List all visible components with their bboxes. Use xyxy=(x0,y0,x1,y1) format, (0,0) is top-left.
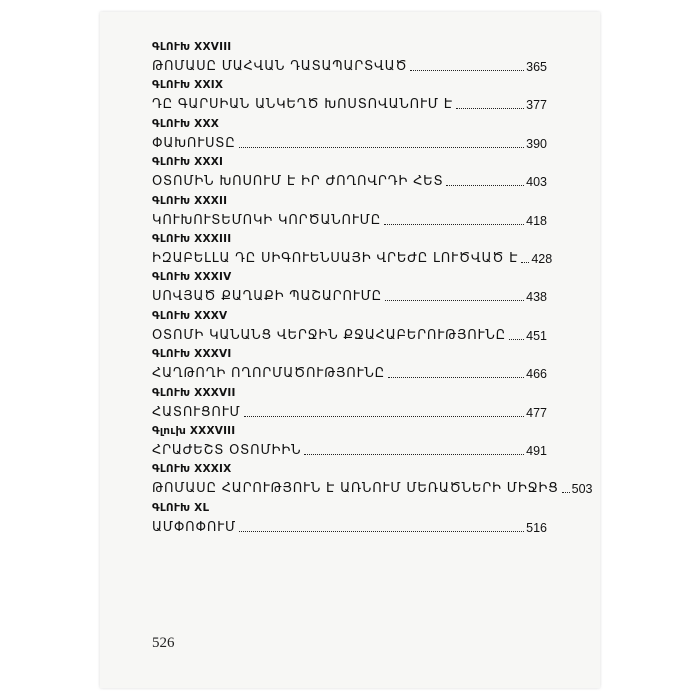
chapter-page-number: 477 xyxy=(526,405,547,420)
chapter-heading: ԳԼՈՒԽ XXXV xyxy=(152,309,228,322)
chapter-heading: ԳԼՈՒԽ XXX xyxy=(152,117,220,130)
chapter-heading: ԳԼՈՒԽ XXXI xyxy=(152,156,224,169)
chapter-heading: ԳԼՈՒԽ XXXVII xyxy=(152,386,236,399)
chapter-heading: ԳԼՈՒԽ XXXII xyxy=(152,194,228,207)
toc-line xyxy=(152,325,547,345)
toc-entry xyxy=(152,232,553,270)
book-page xyxy=(100,12,600,688)
chapter-heading: Գլուխ XXXVIII xyxy=(152,424,236,437)
chapter-page-number: 418 xyxy=(526,213,547,228)
dot-leader xyxy=(456,107,524,109)
dot-leader xyxy=(385,299,524,301)
dot-leader xyxy=(562,491,570,493)
toc-line xyxy=(152,171,547,191)
chapter-page-number: 438 xyxy=(526,290,547,305)
toc-line xyxy=(152,133,547,153)
toc-entry xyxy=(152,117,547,155)
chapter-heading: ԳԼՈՒԽ XL xyxy=(152,501,210,514)
dot-leader xyxy=(244,415,525,417)
toc-line xyxy=(152,94,547,114)
toc-line xyxy=(152,402,547,422)
toc-line xyxy=(152,286,547,306)
toc-entry xyxy=(152,40,547,78)
chapter-page-number: 466 xyxy=(526,367,547,382)
chapter-heading: ԳԼՈՒԽ XXXIII xyxy=(152,232,232,245)
chapter-title: ԿՈՒԽՈՒՏԵՄՈԿԻ ԿՈՐԾԱՆՈՒՄԸ xyxy=(152,212,382,228)
toc-entry xyxy=(152,462,593,500)
toc-line xyxy=(152,363,547,383)
chapter-page-number: 451 xyxy=(526,328,547,343)
chapter-title: ԴԸ ԳԱՐՍԻԱՆ ԱՆԿԵՂԾ ԽՈՍՏՈՎԱՆՈՒՄ Է xyxy=(152,97,453,113)
chapter-title: ԹՈՄԱՍԸ ՄԱՀՎԱՆ ԴԱՏԱՊԱՐՏՎԱԾ xyxy=(152,59,408,74)
chapter-title: ՍՈՎՅԱԾ ՔԱՂԱՔԻ ՊԱՇԱՐՈՒՄԸ xyxy=(152,289,382,305)
toc-line xyxy=(152,248,553,268)
chapter-page-number: 365 xyxy=(526,60,547,74)
chapter-page-number: 516 xyxy=(526,520,547,535)
toc-entry xyxy=(152,347,547,385)
chapter-title: ՕՏՈՄԻՆ ԽՈՍՈՒՄ Է ԻՐ ԺՈՂՈՎՐԴԻ ՀԵՏ xyxy=(152,174,444,190)
dot-leader xyxy=(388,376,524,378)
chapter-heading: ԳԼՈՒԽ XXXVI xyxy=(152,348,232,361)
chapter-page-number: 503 xyxy=(571,482,593,497)
dot-leader xyxy=(410,69,524,71)
chapter-heading: ԳԼՈՒԽ XXXIX xyxy=(152,463,232,476)
chapter-page-number: 491 xyxy=(526,443,547,458)
chapter-heading: ԳԼՈՒԽ XXVIII xyxy=(152,41,232,53)
page-number: 526 xyxy=(152,635,175,651)
toc-entry xyxy=(152,386,547,424)
toc-line xyxy=(152,440,547,460)
dot-leader xyxy=(239,530,524,532)
toc-entry xyxy=(152,194,547,232)
chapter-page-number: 390 xyxy=(526,136,547,151)
toc-line xyxy=(152,210,547,230)
toc-entry xyxy=(152,155,547,193)
chapter-title: ԹՈՄԱՍԸ ՀԱՐՈՒԹՅՈՒՆ Է ԱՌՆՈՒՄ ՄԵՌԱԾՆԵՐԻ ՄԻՋԻՑ xyxy=(152,481,559,497)
table-of-contents xyxy=(152,40,593,539)
chapter-title: ԱՄՓՈՓՈՒՄ xyxy=(152,519,237,535)
dot-leader xyxy=(509,338,524,340)
toc-line xyxy=(152,517,547,537)
chapter-page-number: 377 xyxy=(526,98,547,113)
dot-leader xyxy=(239,146,525,148)
chapter-title: ՕՏՈՄԻ ԿԱՆԱՆՑ ՎԵՐՋԻՆ ՔՋԱՀԱԲԵՐՈՒԹՅՈՒՆԸ xyxy=(152,327,506,343)
dot-leader xyxy=(304,453,524,455)
dot-leader xyxy=(384,223,524,225)
chapter-title: ԻԶԱԲԵԼԼԱ ԴԸ ՍԻԳՈՒԵՆՍԱՅԻ ՎՐԵԺԸ ԼՈՒԾՎԱԾ Է xyxy=(152,250,519,266)
toc-entry xyxy=(152,424,547,462)
toc-entry xyxy=(152,270,547,308)
toc-entry xyxy=(152,309,547,347)
chapter-heading: ԳԼՈՒԽ XXXIV xyxy=(152,271,232,284)
toc-line xyxy=(152,478,593,498)
toc-entry xyxy=(152,78,547,116)
chapter-heading: ԳԼՈՒԽ XXIX xyxy=(152,79,224,92)
chapter-title: ՀԱՂԹՈՂԻ ՈՂՈՐՄԱԾՈՒԹՅՈՒՆԸ xyxy=(152,366,386,382)
chapter-title: ՓԱԽՈՒՍՏԸ xyxy=(152,135,236,151)
dot-leader xyxy=(446,184,524,186)
dot-leader xyxy=(521,261,529,263)
toc-line xyxy=(152,56,547,76)
chapter-page-number: 428 xyxy=(531,251,553,266)
chapter-page-number: 403 xyxy=(526,175,547,190)
chapter-title: ՀԱՏՈՒՑՈՒՄ xyxy=(152,404,241,420)
chapter-title: ՀՐԱԺԵՇՏ ՕՏՈՄԻԻՆ xyxy=(152,442,302,458)
toc-entry xyxy=(152,501,547,539)
